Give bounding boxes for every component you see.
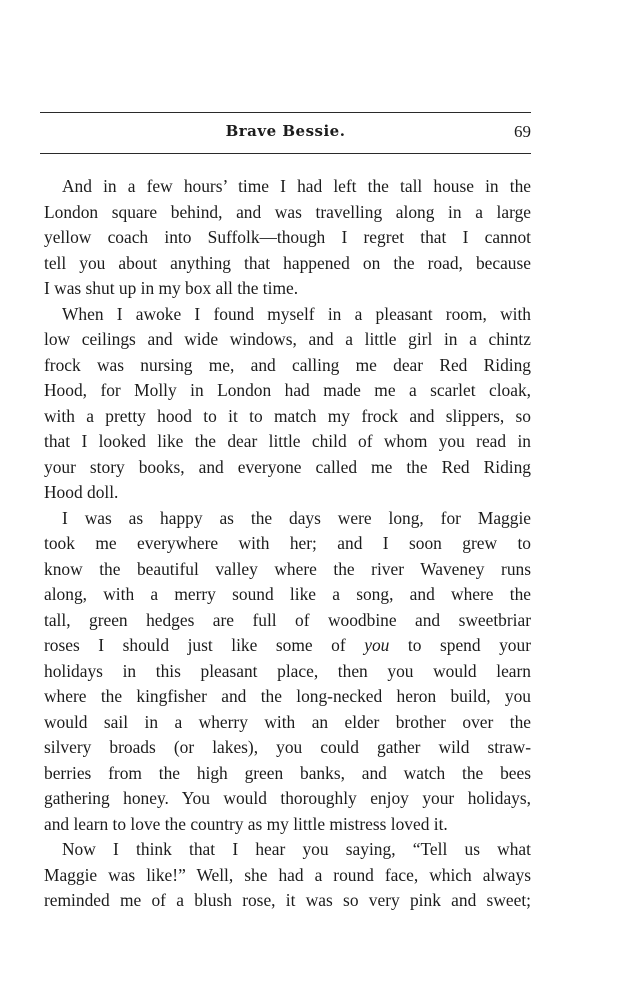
- text-line: Maggie was like!” Well, she had a round face, which always: [44, 864, 531, 885]
- text-fragment: roses I should just like some of: [44, 635, 365, 655]
- text-line: I was shut up in my box all the time.: [44, 278, 299, 298]
- text-line: Now I think that I hear you saying, “Tell us what: [62, 839, 531, 859]
- page-number: 69: [514, 122, 531, 141]
- text-fragment: to spend your: [389, 635, 531, 655]
- text-line: yellow coach into Suffolk—though I regret that I cannot: [44, 227, 531, 247]
- text-line: low ceilings and wide windows, and a little girl in a chintz: [44, 329, 531, 349]
- text-line: I was as happy as the days were long, for Maggie: [62, 507, 531, 528]
- header-rule-bottom: [40, 153, 531, 154]
- text-line: silvery broads (or lakes), you could gather wild straw-: [44, 737, 531, 757]
- emphasized-word: you: [364, 635, 390, 655]
- text-line: along, with a merry sound like a song, and where the: [44, 584, 531, 604]
- body-text: [44, 174, 531, 914]
- text-line-with-emphasis: [44, 633, 531, 659]
- text-line: holidays in this pleasant place, then you would learn: [44, 660, 531, 681]
- text-line: Hood, for Molly in London had made me a scarlet cloak,: [44, 380, 531, 400]
- text-line: gathering honey. You would thoroughly enjoy your holidays,: [44, 788, 531, 808]
- text-line: your story books, and everyone called me the Red Riding: [44, 456, 531, 477]
- running-title: Brave Bessie.: [225, 122, 346, 140]
- header-rule-top: [40, 112, 531, 113]
- text-line: frock was nursing me, and calling me dear Red Riding: [44, 354, 531, 375]
- text-line: berries from the high green banks, and watch the bees: [44, 762, 531, 783]
- text-line: where the kingfisher and the long-necked heron build, you: [44, 686, 531, 706]
- text-line: tell you about anything that happened on the road, because: [44, 252, 531, 273]
- text-line: And in a few hours’ time I had left the tall house in the: [62, 176, 531, 196]
- text-line: that I looked like the dear little child of whom you read in: [44, 431, 531, 451]
- text-line: and learn to love the country as my little mistress loved it.: [44, 813, 448, 834]
- text-line: know the beautiful valley where the river Waveney runs: [44, 558, 531, 579]
- text-line: London square behind, and was travelling along in a large: [44, 201, 531, 222]
- text-line: would sail in a wherry with an elder brother over the: [44, 711, 531, 732]
- text-line: Hood doll.: [44, 482, 119, 502]
- text-line: When I awoke I found myself in a pleasant room, with: [62, 303, 531, 324]
- text-line: tall, green hedges are full of woodbine and sweetbriar: [44, 609, 531, 630]
- text-line: reminded me of a blush rose, it was so very pink and sweet;: [44, 890, 531, 910]
- running-head: [40, 118, 531, 146]
- text-line: took me everywhere with her; and I soon grew to: [44, 533, 531, 553]
- text-line: with a pretty hood to it to match my frock and slippers, so: [44, 405, 531, 426]
